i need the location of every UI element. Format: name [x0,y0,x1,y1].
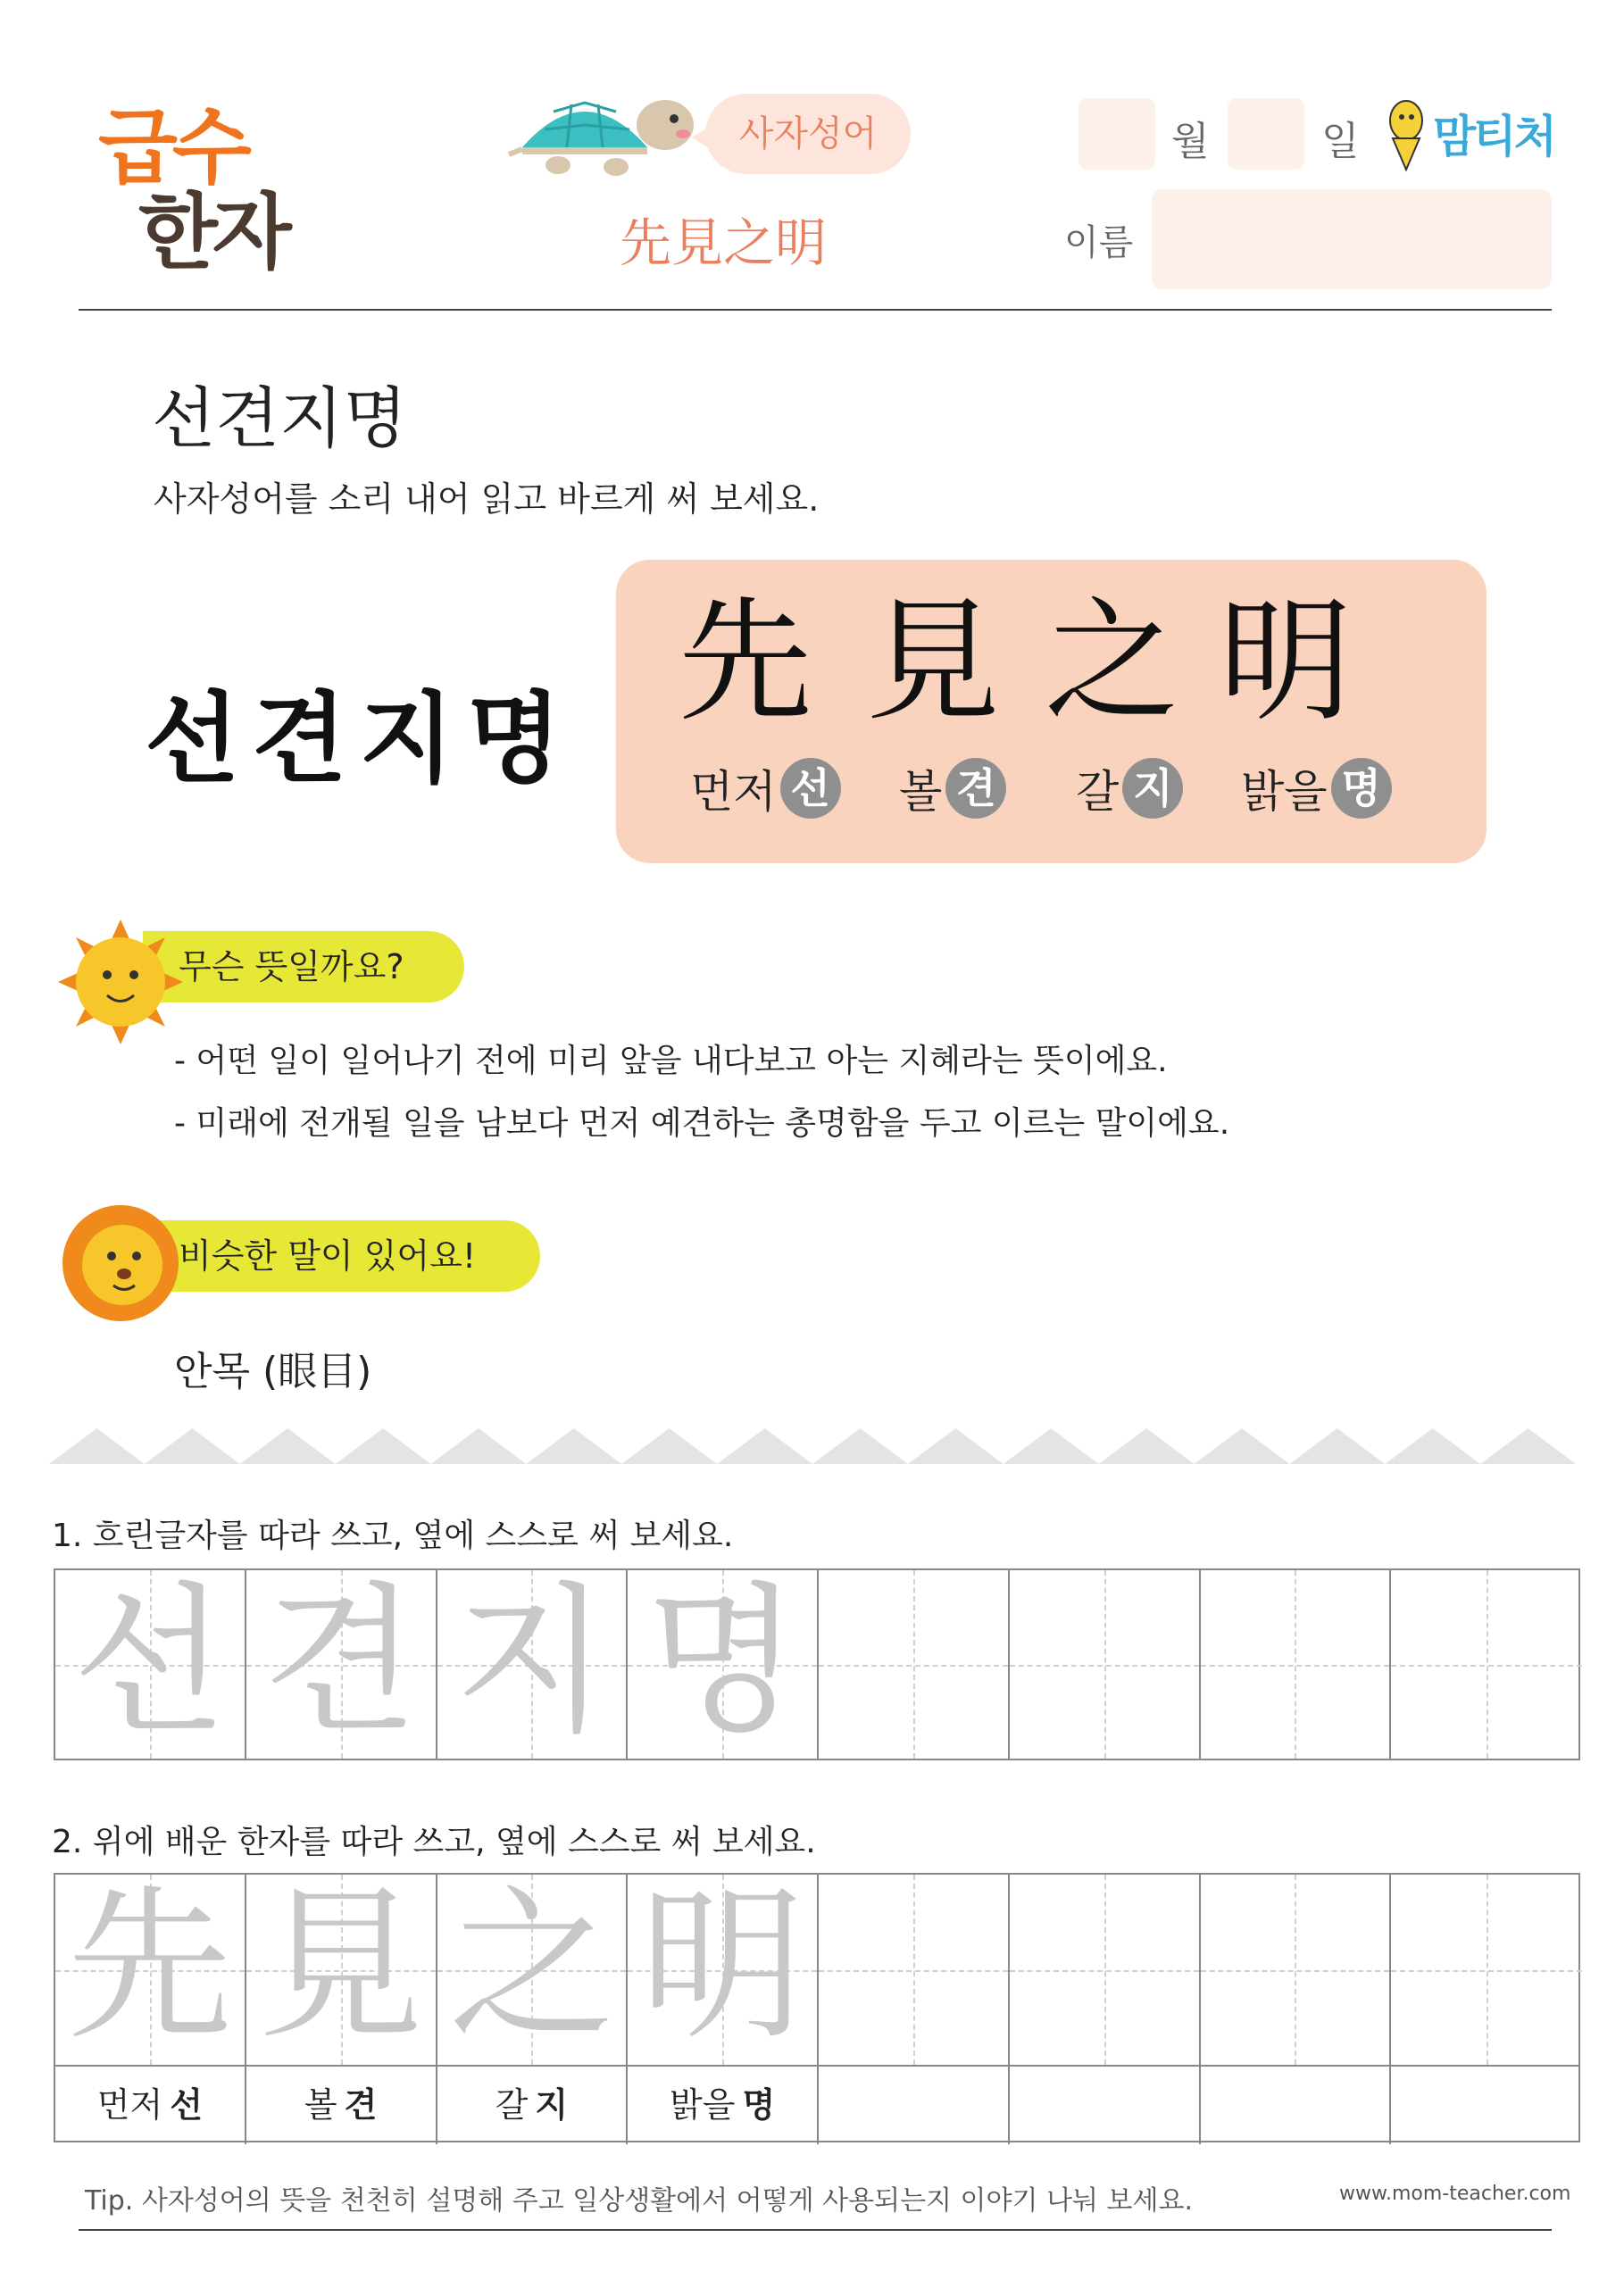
write-cell[interactable] [1010,1875,1201,2065]
sun-icon [58,919,183,1044]
trace-char: 선 [71,1568,228,1755]
exercise2-write-row [55,1869,1578,2065]
trace-char: 先 [67,1869,233,2062]
meaning-cell [246,2067,437,2144]
meaning-heading [143,931,464,1002]
similar-word: 안목 (眼目) [174,1349,372,1394]
meaning-text: 볼 [899,766,943,818]
page-title: 선견지명 [152,380,407,457]
logo-line1: 급수 [98,100,246,195]
write-cell[interactable] [1391,1875,1582,2065]
meaning-bullet: - 어떤 일이 일어나기 전에 미리 앞을 내다보고 아는 지혜라는 뜻이에요. [174,1043,1168,1079]
trace-cell[interactable] [55,1869,246,2065]
logo [89,100,321,295]
brand-name: 맘티처 [1433,111,1554,162]
trace-cell[interactable] [437,1570,629,1759]
sound-text: 명 [742,2085,776,2125]
meaning-cell [55,2067,246,2144]
meaning-text: 볼 [304,2085,337,2125]
day-field[interactable] [1228,98,1304,170]
sound-badge: 견 [945,758,1006,819]
turtle-icon [504,85,714,183]
write-cell[interactable] [819,1570,1010,1759]
footer-divider [79,2229,1552,2231]
meaning-text: 먼저 [96,2085,163,2125]
trace-char: 之 [448,1869,614,2062]
sound-badge: 명 [1331,758,1392,819]
meaning-cell[interactable] [1010,2067,1201,2144]
pencil-mascot-icon [1384,94,1433,174]
meaning-text: 밝을 [1241,766,1328,818]
trace-cell[interactable] [246,1570,437,1759]
lion-icon [58,1201,183,1326]
category-label: 사자성어 [738,113,878,154]
meaning-cell[interactable] [1201,2067,1392,2144]
write-cell[interactable] [1201,1875,1392,2065]
meaning-text: 갈 [1076,766,1120,818]
similar-heading [143,1220,540,1292]
write-cell[interactable] [1391,1570,1582,1759]
logo-line2: 한자 [138,185,287,280]
trace-char: 明 [639,1869,805,2062]
page-subtitle: 사자성어를 소리 내어 읽고 바르게 써 보세요. [154,479,820,519]
hanja-char: 見 [865,585,1000,740]
trace-cell[interactable] [628,1570,819,1759]
meaning-cell [628,2067,819,2144]
month-label: 월 [1171,119,1210,164]
trace-char: 견 [262,1568,419,1755]
sound-badge: 지 [1122,758,1183,819]
meaning-bullet: - 미래에 전개될 일을 남보다 먼저 예견하는 총명함을 두고 이르는 말이에요. [174,1105,1230,1142]
sound-text: 견 [344,2085,378,2125]
exercise2-grid [54,1869,1580,2142]
write-cell[interactable] [1010,1570,1201,1759]
meaning-cell[interactable] [1391,2067,1582,2144]
trace-char: 見 [258,1869,424,2062]
header-divider [79,309,1552,311]
write-cell[interactable] [819,1875,1010,2065]
hanja-char: 明 [1218,585,1353,740]
meaning-heading-label: 무슨 뜻일까요? [179,947,404,986]
hanja-card [616,560,1487,863]
name-label: 이름 [1064,222,1134,263]
brand-logo [1384,94,1562,174]
meaning-text: 먼저 [690,766,777,818]
sound-badge: 선 [780,758,841,819]
write-cell[interactable] [1201,1570,1392,1759]
trace-cell[interactable] [246,1869,437,2065]
char-meaning [690,756,841,820]
trace-char: 명 [645,1568,801,1755]
similar-heading-label: 비슷한 말이 있어요! [179,1236,477,1276]
exercise1-instruction: 1. 흐린글자를 따라 쓰고, 옆에 스스로 써 보세요. [52,1518,734,1554]
day-label: 일 [1321,119,1360,164]
trace-char: 지 [454,1568,610,1755]
char-meaning [1241,756,1392,820]
month-field[interactable] [1079,98,1155,170]
footer-site[interactable]: www.mom-teacher.com [1339,2183,1571,2205]
category-bubble [705,94,911,174]
name-field[interactable] [1152,189,1552,289]
sound-text: 선 [170,2085,203,2125]
footer-tip: Tip. 사자성어의 뜻을 천천히 설명해 주고 일상생활에서 어떻게 사용되는지 이야기 나눠 보세요. [85,2185,1194,2217]
char-meaning [1076,756,1183,820]
meaning-text: 갈 [495,2085,529,2125]
sound-text: 지 [535,2085,569,2125]
idiom-reading: 선견지명 [145,682,575,796]
trace-cell[interactable] [628,1869,819,2065]
meaning-text: 밝을 [670,2085,736,2125]
trace-cell[interactable] [437,1869,629,2065]
char-meaning [899,756,1006,820]
header-hanja: 先見之明 [619,212,827,273]
hanja-char: 之 [1044,585,1178,740]
exercise2-instruction: 2. 위에 배운 한자를 따라 쓰고, 옆에 스스로 써 보세요. [52,1824,816,1860]
exercise1-grid [54,1568,1580,1760]
meaning-cell [437,2067,629,2144]
trace-cell[interactable] [55,1570,246,1759]
meaning-cell[interactable] [819,2067,1010,2144]
zigzag-divider [49,1428,1576,1464]
hanja-char: 先 [678,585,812,740]
exercise2-meaning-row [55,2065,1578,2144]
